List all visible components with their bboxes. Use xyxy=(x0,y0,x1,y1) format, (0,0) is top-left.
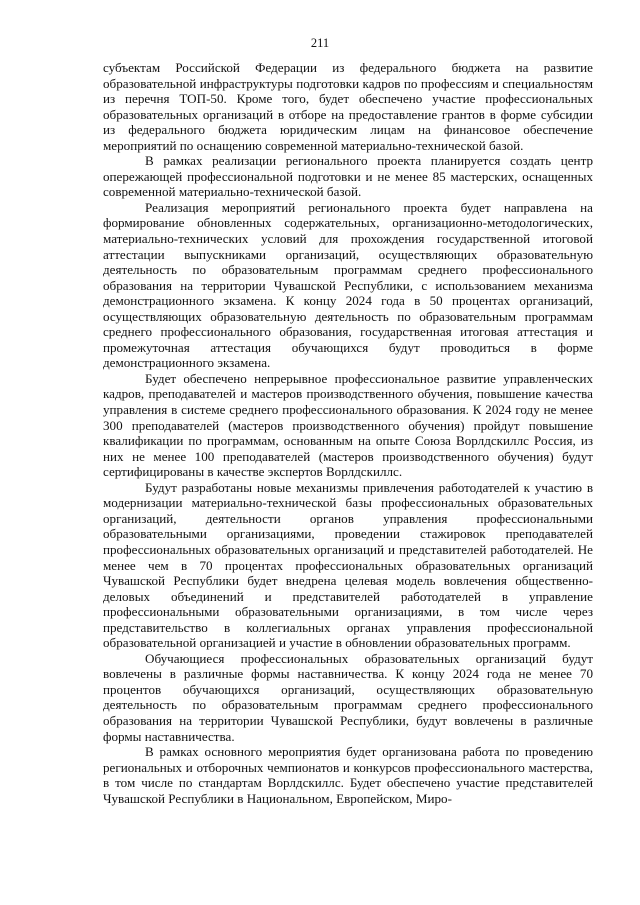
page-number: 211 xyxy=(310,36,330,50)
paragraph: субъектам Российской Федерации из федерального бюджета на развитие образовательной инфраструктуры подготовки кадров по профессиям и специальностям из перечня ТОП-50. Кроме того, будет обеспечено участие профессиональных образовательных организаций в отборе на предоставление грантов в форме субсидии из федерального бюджета юридическим лицам на финансовое обеспечение мероприятий по оснащению современной материально-технической базой. xyxy=(103,60,593,153)
paragraph: Обучающиеся профессиональных образовательных организаций будут вовлечены в различные формы наставничества. К концу 2024 года не менее 70 процентов обучающихся организаций, осуществляющих образовательную деятельность по образовательным программам среднего профессионального образования на территории Чувашской Республики, будут вовлечены в различные формы наставничества. xyxy=(103,650,593,744)
paragraph: Реализация мероприятий регионального проекта будет направлена на формирование обновленных содержательных, организационно-методологических, материально-технических условий для прохождения государственной итоговой аттестации выпускниками организаций, осуществляющих образовательную деятельность по образовательным программам среднего профессионального образования на территории Чувашской Республики, с использованием механизма демонстрационного экзамена. К концу 2024 года в 50 процентах организаций, осуществляющих образовательную деятельность по образовательным программам среднего профессионального образования, государственная итоговая аттестация и промежуточная аттестация обучающихся будут проводиться в форме демонстрационного экзамена. xyxy=(103,199,593,371)
paragraph: В рамках реализации регионального проекта планируется создать центр опережающей профессиональной подготовки и не менее 85 мастерских, оснащенных современной материально-технической базой. xyxy=(103,153,593,200)
paragraph: В рамках основного мероприятия будет организована работа по проведению региональных и отборочных чемпионатов и конкурсов профессионального мастерства, в том числе по стандартам Ворлдскиллс. Будет обеспечено участие представителей Чувашской Республики в Национальном, Европейском, Миро- xyxy=(103,744,593,806)
paragraph: Будут разработаны новые механизмы привлечения работодателей к участию в модернизации материально-технической базы профессиональных образовательных организаций, деятельности органов управления профессиональными образовательными организациями, проведении стажировок преподавателей профессиональных образовательных организаций и представителей работодателей. Не менее чем в 70 процентах профессиональных образовательных организаций Чувашской Республики будет внедрена целевая модель вовлечения общественно-деловых объединений и представителей работодателей в управление профессиональными образовательными организациями, в том числе через представительство в коллегиальных органах управления профессиональной образовательной организацией и участие в обновлении образовательных программ. xyxy=(103,479,593,651)
paragraph: Будет обеспечено непрерывное профессиональное развитие управленческих кадров, преподавателей и мастеров производственного обучения, повышение качества управления в системе среднего профессионального образования. К 2024 году не менее 300 преподавателей (мастеров производственного обучения) пройдут повышение квалификации по программам, основанным на опыте Союза Ворлдскиллс Россия, из них не менее 100 преподавателей (мастеров производственного обучения) будут сертифицированы в качестве экспертов Ворлдскиллс. xyxy=(103,370,593,480)
body-text xyxy=(103,60,593,806)
